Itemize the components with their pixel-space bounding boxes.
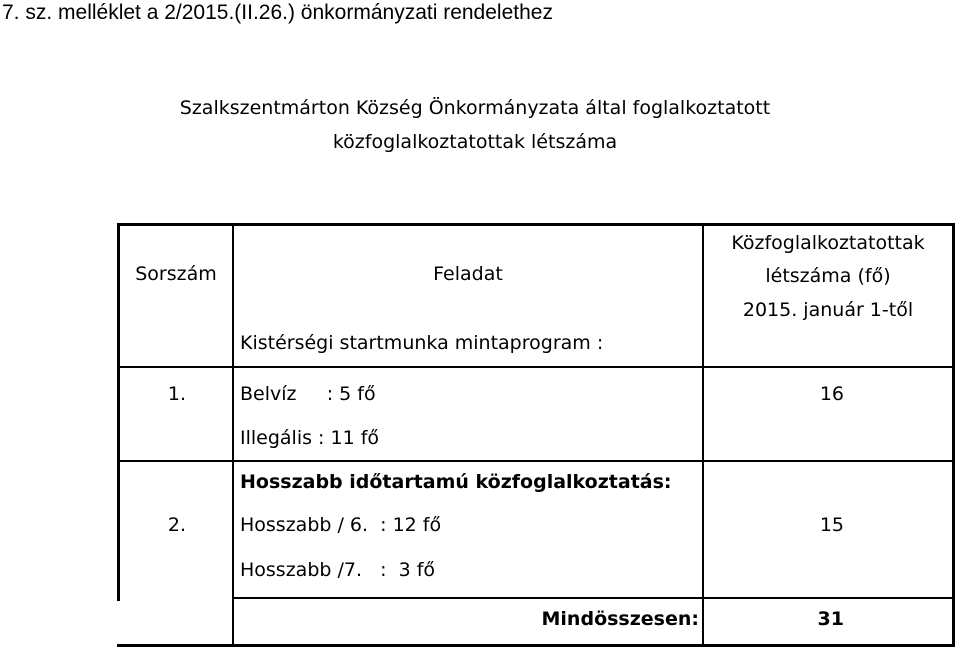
row-1-heading: Kistérségi startmunka mintaprogram :	[240, 332, 604, 354]
row-1-count: 16	[819, 383, 844, 405]
row-1-number: 1.	[167, 383, 186, 405]
total-label: Mindösszesen:	[541, 608, 699, 630]
table-border-right	[952, 223, 955, 647]
row-2-item-2: Hosszabb /7. : 3 fő	[240, 559, 436, 581]
table-border-top	[117, 223, 955, 226]
total-value: 31	[817, 608, 844, 630]
row-2-number: 2.	[167, 514, 186, 536]
row-2-heading: Hosszabb időtartamú közfoglalkoztatás:	[240, 471, 672, 493]
total-row-top	[232, 597, 955, 599]
column-header-count-line-3: 2015. január 1-től	[742, 299, 914, 321]
attachment-reference: 7. sz. melléklet a 2/2015.(II.26.) önkormányzati rendelethez	[2, 1, 553, 24]
row-1-item-2: Illegális : 11 fő	[240, 427, 380, 449]
column-header-count-line-2: létszáma (fő)	[765, 265, 891, 287]
document-title-line-1: Szalkszentmárton Község Önkormányzata által foglalkoztatott	[179, 97, 771, 119]
table-header-bottom	[117, 366, 955, 368]
column-header-count-line-1: Közfoglalkoztatottak	[731, 232, 925, 254]
row-divider	[117, 460, 955, 462]
row-2-item-1: Hosszabb / 6. : 12 fő	[240, 514, 442, 536]
row-1-item-1: Belvíz : 5 fő	[240, 383, 376, 405]
document-title-line-2: közfoglalkoztatottak létszáma	[332, 131, 618, 153]
column-header-number: Sorszám	[135, 263, 217, 285]
table-border-bottom	[117, 644, 955, 647]
column-header-task: Feladat	[433, 263, 503, 285]
row-2-count: 15	[819, 514, 844, 536]
